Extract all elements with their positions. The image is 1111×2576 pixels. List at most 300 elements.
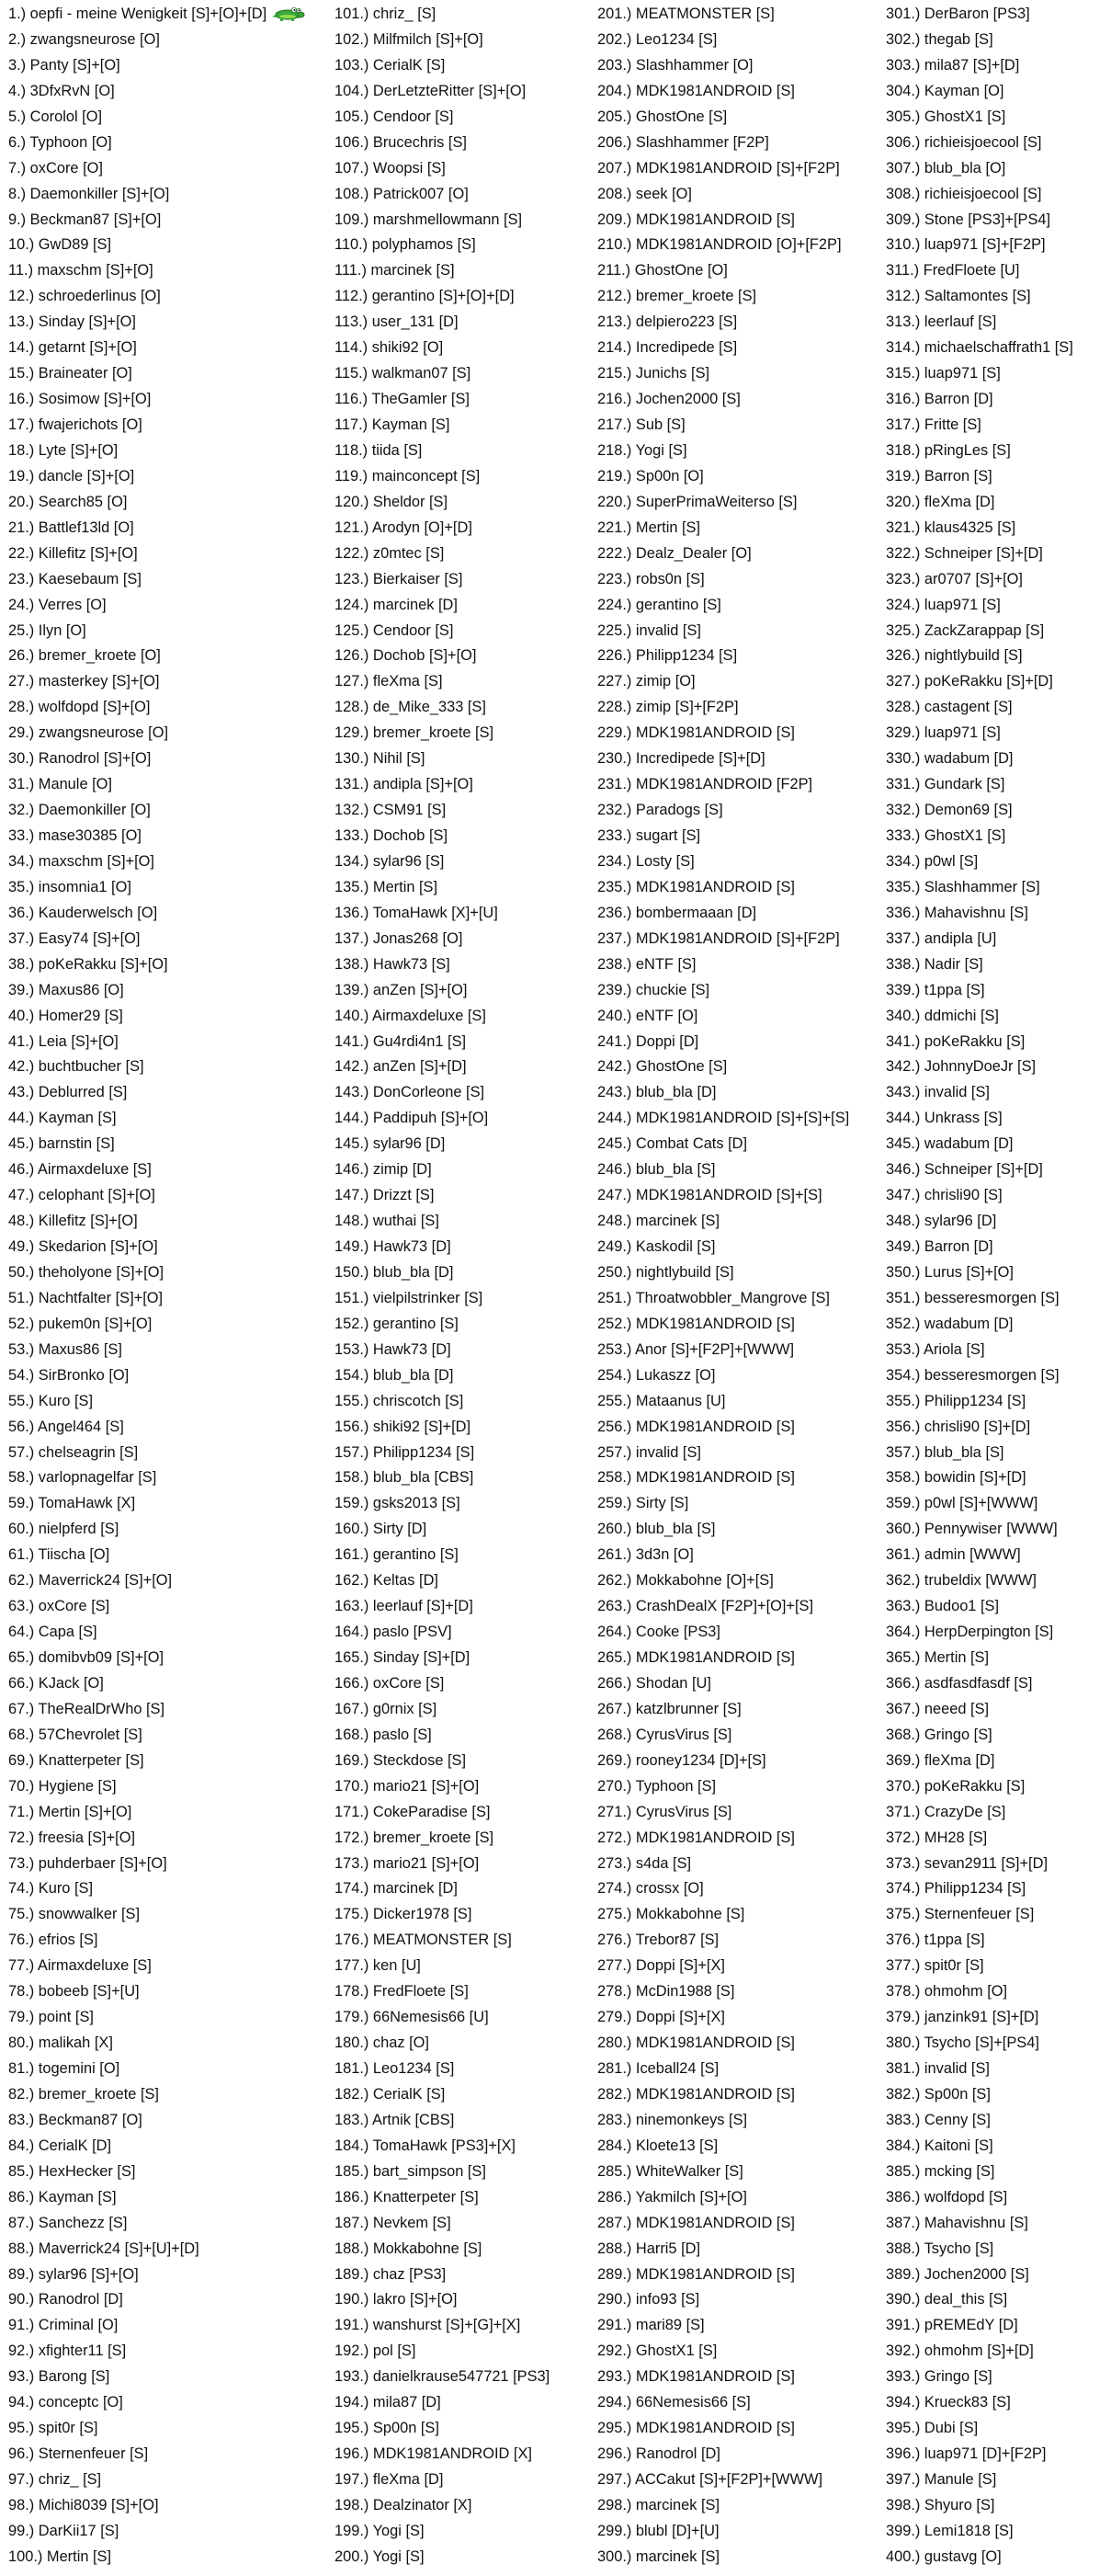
list-item-text: 236.) bombermaaan [D] (597, 904, 757, 921)
list-item (597, 1542, 882, 1567)
list-item-text: 273.) s4da [S] (597, 1854, 692, 1872)
list-item-text: 106.) Brucechris [S] (334, 133, 467, 151)
list-item-text: 4.) 3DfxRvN [O] (8, 82, 115, 99)
list-item (597, 1901, 882, 1927)
list-item-text: 308.) richieisjoecool [S] (886, 185, 1042, 202)
list-item (334, 1748, 601, 1773)
list-item-text: 73.) puhderbaer [S]+[O] (8, 1854, 167, 1872)
list-item-text: 343.) invalid [S] (886, 1084, 990, 1101)
list-item (8, 2107, 339, 2133)
list-item (597, 900, 882, 926)
list-item-text: 79.) point [S] (8, 2009, 94, 2026)
list-item (597, 2030, 882, 2056)
list-item-text: 143.) DonCorleone [S] (334, 1084, 485, 1101)
list-item (334, 900, 601, 926)
list-item-text: 188.) Mokkabohne [S] (334, 2240, 482, 2257)
list-item (334, 2415, 601, 2441)
list-item-text: 327.) poKeRakku [S]+[D] (886, 673, 1053, 690)
list-item-text: 356.) chrisli90 [S]+[D] (886, 1418, 1031, 1435)
list-item-text: 297.) ACCakut [S]+[F2P]+[WWW] (597, 2471, 823, 2488)
list-item-text: 13.) Sinday [S]+[O] (8, 313, 136, 331)
list-item-text: 213.) delpiero223 [S] (597, 313, 738, 331)
list-item-text: 31.) Manule [O] (8, 776, 112, 793)
list-item-text: 155.) chriscotch [S] (334, 1392, 464, 1409)
list-item (597, 2107, 882, 2133)
list-item (597, 1029, 882, 1054)
list-item-text: 149.) Hawk73 [D] (334, 1238, 451, 1255)
list-item-text: 392.) ohmohm [S]+[D] (886, 2342, 1034, 2360)
list-item (334, 926, 601, 952)
list-item (8, 1978, 339, 2004)
list-item-text: 131.) andipla [S]+[O] (334, 776, 473, 793)
list-item-text: 21.) Battlef13ld [O] (8, 519, 134, 536)
list-item-text: 199.) Yogi [S] (334, 2522, 425, 2539)
list-item (8, 1182, 339, 1208)
list-item-text: 36.) Kauderwelsch [O] (8, 904, 158, 921)
list-item (886, 2467, 1106, 2492)
list-item (886, 360, 1106, 386)
list-item (886, 1440, 1106, 1465)
list-item-text: 358.) bowidin [S]+[D] (886, 1469, 1026, 1487)
list-item (334, 2262, 601, 2287)
list-item-text: 163.) leerlauf [S]+[D] (334, 1598, 473, 1615)
list-item-text: 1.) oepfi - meine Wenigkeit [S]+[O]+[D] (8, 6, 267, 22)
list-item (597, 823, 882, 849)
list-item-text: 299.) blubl [D]+[U] (597, 2522, 720, 2539)
list-item-text: 159.) gsks2013 [S] (334, 1495, 460, 1512)
list-item (334, 438, 601, 463)
list-item (8, 1105, 339, 1131)
list-item (886, 78, 1106, 104)
list-item-text: 184.) TomaHawk [PS3]+[X] (334, 2137, 516, 2154)
list-item (886, 1311, 1106, 1337)
list-item-text: 244.) MDK1981ANDROID [S]+[S]+[S] (597, 1110, 850, 1127)
list-item-text: 77.) Airmaxdeluxe [S] (8, 1957, 152, 1975)
list-item (8, 900, 339, 926)
list-item (334, 104, 601, 130)
list-item (334, 27, 601, 52)
list-item-text: 396.) luap971 [D]+[F2P] (886, 2445, 1047, 2463)
list-item (8, 283, 339, 309)
list-item (597, 1260, 882, 1285)
list-item (334, 849, 601, 874)
list-item (597, 2184, 882, 2210)
list-column-3 (597, 1, 882, 2570)
list-item (334, 78, 601, 104)
list-item-text: 29.) zwangsneurose [O] (8, 724, 169, 742)
list-item (597, 952, 882, 977)
list-item-text: 24.) Verres [O] (8, 596, 107, 613)
list-item (886, 2338, 1106, 2364)
list-item-text: 117.) Kayman [S] (334, 416, 450, 433)
list-item-text: 254.) Lukaszz [O] (597, 1366, 716, 1384)
list-item (886, 1645, 1106, 1670)
list-item (886, 1593, 1106, 1619)
list-item-text: 304.) Kayman [O] (886, 82, 1004, 99)
list-item (886, 2518, 1106, 2544)
list-item-text: 315.) luap971 [S] (886, 365, 1001, 382)
list-item-text: 26.) bremer_kroete [O] (8, 647, 161, 665)
list-item (886, 1670, 1106, 1696)
list-item (597, 2364, 882, 2389)
list-item (334, 566, 601, 592)
list-item-text: 135.) Mertin [S] (334, 878, 438, 895)
list-item-text: 287.) MDK1981ANDROID [S] (597, 2214, 795, 2231)
list-item (886, 1927, 1106, 1953)
list-item (8, 1157, 339, 1182)
list-item (334, 977, 601, 1003)
list-item (886, 257, 1106, 283)
list-item-text: 11.) maxschm [S]+[O] (8, 262, 153, 279)
list-item-text: 369.) fleXma [D] (886, 1751, 995, 1769)
list-item (8, 2364, 339, 2389)
list-item-text: 44.) Kayman [S] (8, 1110, 117, 1127)
list-item (8, 694, 339, 720)
list-item (597, 309, 882, 335)
list-item-text: 108.) Patrick007 [O] (334, 185, 469, 202)
list-item (597, 2004, 882, 2030)
list-item-text: 60.) nielpferd [S] (8, 1521, 119, 1538)
list-item-text: 344.) Unkrass [S] (886, 1110, 1003, 1127)
list-item-text: 148.) wuthai [S] (334, 1213, 439, 1230)
list-item (8, 592, 339, 618)
list-item-text: 133.) Dochob [S] (334, 827, 448, 844)
list-item (886, 2210, 1106, 2236)
list-item (886, 541, 1106, 566)
list-item-text: 35.) insomnia1 [O] (8, 878, 131, 895)
list-item-text: 127.) fleXma [S] (334, 673, 443, 690)
list-item-text: 320.) fleXma [D] (886, 493, 995, 510)
list-item (886, 1157, 1106, 1182)
list-item (334, 720, 601, 746)
list-item-text: 394.) Krueck83 [S] (886, 2394, 1011, 2411)
list-item-text: 245.) Combat Cats [D] (597, 1135, 748, 1153)
list-item-text: 223.) robs0n [S] (597, 570, 705, 587)
list-item (8, 1414, 339, 1440)
list-item (334, 1131, 601, 1157)
list-item-text: 264.) Cooke [PS3] (597, 1624, 720, 1641)
list-item (8, 1722, 339, 1748)
list-item-text: 66.) KJack [O] (8, 1674, 104, 1692)
list-item (886, 1799, 1106, 1825)
list-item-text: 328.) castagent [S] (886, 699, 1013, 716)
list-item-text: 353.) Ariola [S] (886, 1340, 985, 1358)
list-item-text: 207.) MDK1981ANDROID [S]+[F2P] (597, 159, 840, 177)
list-item-text: 38.) poKeRakku [S]+[O] (8, 955, 168, 973)
list-item (597, 1722, 882, 1748)
list-item-text: 290.) info93 [S] (597, 2291, 700, 2308)
list-item-text: 237.) MDK1981ANDROID [S]+[F2P] (597, 929, 840, 947)
list-item (886, 1722, 1106, 1748)
list-item (886, 952, 1106, 977)
list-item (597, 1619, 882, 1645)
list-item (597, 1, 882, 27)
list-item-text: 137.) Jonas268 [O] (334, 929, 463, 947)
list-item-text: 176.) MEATMONSTER [S] (334, 1932, 512, 1949)
list-item (8, 2210, 339, 2236)
list-item (334, 1953, 601, 1978)
list-item (334, 335, 601, 360)
list-item-text: 355.) Philipp1234 [S] (886, 1392, 1026, 1409)
list-item-text: 142.) anZen [S]+[D] (334, 1058, 467, 1076)
list-item-text: 331.) Gundark [S] (886, 776, 1005, 793)
list-item-text: 81.) togemini [O] (8, 2060, 120, 2077)
list-item (597, 155, 882, 181)
list-item (886, 1388, 1106, 1414)
list-item-text: 61.) Tiischa [O] (8, 1546, 110, 1564)
list-item-text: 116.) TheGamler [S] (334, 391, 470, 408)
list-item-text: 118.) tiida [S] (334, 441, 423, 459)
list-item-text: 115.) walkman07 [S] (334, 365, 471, 382)
list-item-text: 367.) neeed [S] (886, 1700, 990, 1717)
list-item-text: 190.) lakro [S]+[O] (334, 2291, 458, 2308)
list-item-text: 72.) freesia [S]+[O] (8, 1829, 136, 1846)
list-item-text: 217.) Sub [S] (597, 416, 686, 433)
list-item (8, 1825, 339, 1851)
list-item (886, 2107, 1106, 2133)
list-item-text: 141.) Gu4rdi4n1 [S] (334, 1032, 467, 1050)
list-item-text: 305.) GhostX1 [S] (886, 108, 1006, 125)
list-item (597, 104, 882, 130)
list-item (886, 1029, 1106, 1054)
list-item-text: 170.) mario21 [S]+[O] (334, 1777, 480, 1795)
list-item (334, 309, 601, 335)
list-item-text: 364.) HerpDerpington [S] (886, 1624, 1054, 1641)
list-item (597, 874, 882, 900)
list-item (597, 1953, 882, 1978)
list-item (8, 1079, 339, 1105)
list-item-text: 158.) blub_bla [CBS] (334, 1469, 474, 1487)
list-item (886, 2544, 1106, 2570)
list-item (886, 2133, 1106, 2159)
list-item (334, 1362, 601, 1388)
list-item-text: 40.) Homer29 [S] (8, 1007, 123, 1024)
list-item-text: 179.) 66Nemesis66 [U] (334, 2009, 489, 2026)
list-item (597, 2262, 882, 2287)
list-item (8, 566, 339, 592)
list-item (8, 2544, 339, 2570)
list-item (597, 2159, 882, 2184)
list-item (886, 232, 1106, 257)
list-item (597, 1978, 882, 2004)
list-item (597, 2133, 882, 2159)
list-item-text: 119.) mainconcept [S] (334, 467, 481, 484)
list-item (886, 1414, 1106, 1440)
list-item (597, 1234, 882, 1260)
list-item (8, 386, 339, 412)
list-item-text: 191.) wanshurst [S]+[G]+[X] (334, 2317, 521, 2334)
list-item (334, 283, 601, 309)
list-item-text: 157.) Philipp1234 [S] (334, 1443, 475, 1461)
list-item (597, 1875, 882, 1901)
list-item (597, 2210, 882, 2236)
list-item (8, 1953, 339, 1978)
list-item-text: 110.) polyphamos [S] (334, 236, 476, 254)
list-item-text: 346.) Schneiper [S]+[D] (886, 1161, 1043, 1179)
list-item (597, 1593, 882, 1619)
list-item-text: 89.) sylar96 [S]+[O] (8, 2265, 139, 2283)
list-item (8, 1593, 339, 1619)
list-item (597, 1157, 882, 1182)
list-item (886, 515, 1106, 541)
list-item-text: 206.) Slashhammer [F2P] (597, 133, 769, 151)
list-item-text: 228.) zimip [S]+[F2P] (597, 699, 739, 716)
list-item-text: 197.) fleXma [D] (334, 2471, 444, 2488)
list-item (334, 746, 601, 771)
list-item (886, 849, 1106, 874)
list-item-text: 357.) blub_bla [S] (886, 1443, 1004, 1461)
list-item-text: 152.) gerantino [S] (334, 1315, 459, 1332)
list-item-text: 107.) Woopsi [S] (334, 159, 446, 177)
list-item-text: 3.) Panty [S]+[O] (8, 56, 120, 74)
list-item-text: 373.) sevan2911 [S]+[D] (886, 1854, 1049, 1872)
list-item-text: 195.) Sp00n [S] (334, 2420, 439, 2437)
list-item (597, 1003, 882, 1029)
list-item (334, 1645, 601, 1670)
list-item (597, 2338, 882, 2364)
list-item-text: 78.) bobeeb [S]+[U] (8, 1983, 140, 2000)
list-item-text: 124.) marcinek [D] (334, 596, 458, 613)
list-item (334, 515, 601, 541)
list-item-text: 300.) marcinek [S] (597, 2548, 720, 2565)
list-item-text: 156.) shiki92 [S]+[D] (334, 1418, 471, 1435)
list-item-text: 165.) Sinday [S]+[D] (334, 1649, 470, 1666)
list-item (886, 1490, 1106, 1516)
list-item (8, 952, 339, 977)
list-item (886, 874, 1106, 900)
list-item (334, 1003, 601, 1029)
list-item-text: 28.) wolfdopd [S]+[O] (8, 699, 151, 716)
list-item-text: 242.) GhostOne [S] (597, 1058, 728, 1076)
list-item-text: 337.) andipla [U] (886, 929, 997, 947)
list-item-text: 323.) ar0707 [S]+[O] (886, 570, 1023, 587)
list-item (334, 360, 601, 386)
list-item (886, 592, 1106, 618)
list-item (597, 207, 882, 233)
list-item-text: 171.) CokeParadise [S] (334, 1803, 491, 1820)
list-item (334, 952, 601, 977)
list-item-text: 211.) GhostOne [O] (597, 262, 728, 279)
list-item (597, 438, 882, 463)
list-item (334, 1696, 601, 1722)
list-item-text: 372.) MH28 [S] (886, 1829, 988, 1846)
list-item (886, 1516, 1106, 1542)
list-item-text: 88.) Maverrick24 [S]+[U]+[D] (8, 2240, 199, 2257)
list-item (886, 1, 1106, 27)
list-item (597, 668, 882, 694)
list-item (597, 977, 882, 1003)
list-item (334, 2286, 601, 2312)
list-item-text: 209.) MDK1981ANDROID [S] (597, 211, 795, 228)
list-item (8, 1670, 339, 1696)
list-item-text: 271.) CyrusVirus [S] (597, 1803, 732, 1820)
list-item-text: 192.) pol [S] (334, 2342, 416, 2360)
list-item (886, 823, 1106, 849)
list-item-text: 283.) ninemonkeys [S] (597, 2111, 748, 2128)
list-item-text: 388.) Tsycho [S] (886, 2240, 994, 2257)
list-item (334, 1054, 601, 1079)
list-item (886, 335, 1106, 360)
list-item-text: 185.) bart_simpson [S] (334, 2162, 486, 2180)
list-item (8, 668, 339, 694)
list-item-text: 332.) Demon69 [S] (886, 802, 1013, 819)
list-item (334, 2107, 601, 2133)
list-item-text: 233.) sugart [S] (597, 827, 701, 844)
list-item (334, 1851, 601, 1876)
list-item (334, 386, 601, 412)
list-item-text: 383.) Cenny [S] (886, 2111, 991, 2128)
list-item (886, 2030, 1106, 2056)
list-item-text: 338.) Nadir [S] (886, 955, 983, 973)
list-item-text: 250.) nightlybuild [S] (597, 1263, 734, 1281)
list-item-text: 398.) Shyuro [S] (886, 2496, 995, 2513)
list-item-text: 286.) Yakmilch [S]+[O] (597, 2188, 747, 2206)
list-item-text: 348.) sylar96 [D] (886, 1213, 997, 1230)
list-item (886, 1901, 1106, 1927)
list-item (886, 1875, 1106, 1901)
list-item (334, 1079, 601, 1105)
list-item-text: 359.) p0wl [S]+[WWW] (886, 1495, 1038, 1512)
list-item-text: 15.) Braineater [O] (8, 365, 132, 382)
list-item-text: 98.) Michi8039 [S]+[O] (8, 2496, 159, 2513)
list-item-text: 43.) Deblurred [S] (8, 1084, 128, 1101)
list-item (886, 566, 1106, 592)
list-item (8, 2286, 339, 2312)
list-item (8, 1465, 339, 1490)
list-item-text: 281.) Iceball24 [S] (597, 2060, 720, 2077)
list-item-text: 324.) luap971 [S] (886, 596, 1001, 613)
list-item (8, 1927, 339, 1953)
list-item (886, 2184, 1106, 2210)
list-item-text: 385.) mcking [S] (886, 2162, 995, 2180)
list-item-text: 193.) danielkrause547721 [PS3] (334, 2368, 550, 2386)
list-item-text: 381.) invalid [S] (886, 2060, 990, 2077)
list-item-text: 175.) Dicker1978 [S] (334, 1906, 472, 1923)
list-item-text: 224.) gerantino [S] (597, 596, 721, 613)
list-item-text: 154.) blub_bla [D] (334, 1366, 454, 1384)
list-item (886, 2262, 1106, 2287)
list-item (334, 1440, 601, 1465)
list-item (334, 1927, 601, 1953)
list-item (597, 1927, 882, 1953)
list-item (597, 1285, 882, 1311)
list-item (8, 1516, 339, 1542)
list-item (334, 181, 601, 207)
list-item (334, 1234, 601, 1260)
list-item (8, 1748, 339, 1773)
list-item (886, 283, 1106, 309)
list-item-text: 292.) GhostX1 [S] (597, 2342, 718, 2360)
list-item-text: 42.) buchtbucher [S] (8, 1058, 144, 1076)
list-item-text: 259.) Sirty [S] (597, 1495, 689, 1512)
list-item-text: 64.) Capa [S] (8, 1624, 97, 1641)
list-item (334, 1029, 601, 1054)
list-item (334, 257, 601, 283)
list-item (597, 1079, 882, 1105)
list-item (334, 1567, 601, 1593)
list-item (597, 2518, 882, 2544)
list-item (8, 2159, 339, 2184)
list-item-text: 291.) mari89 [S] (597, 2317, 705, 2334)
list-item (886, 771, 1106, 797)
list-item (8, 1875, 339, 1901)
list-item-text: 379.) janzink91 [S]+[D] (886, 2009, 1039, 2026)
list-item (886, 746, 1106, 771)
list-item-text: 365.) Mertin [S] (886, 1649, 990, 1666)
list-item-text: 214.) Incredipede [S] (597, 339, 738, 357)
list-item (8, 1311, 339, 1337)
list-item (334, 592, 601, 618)
